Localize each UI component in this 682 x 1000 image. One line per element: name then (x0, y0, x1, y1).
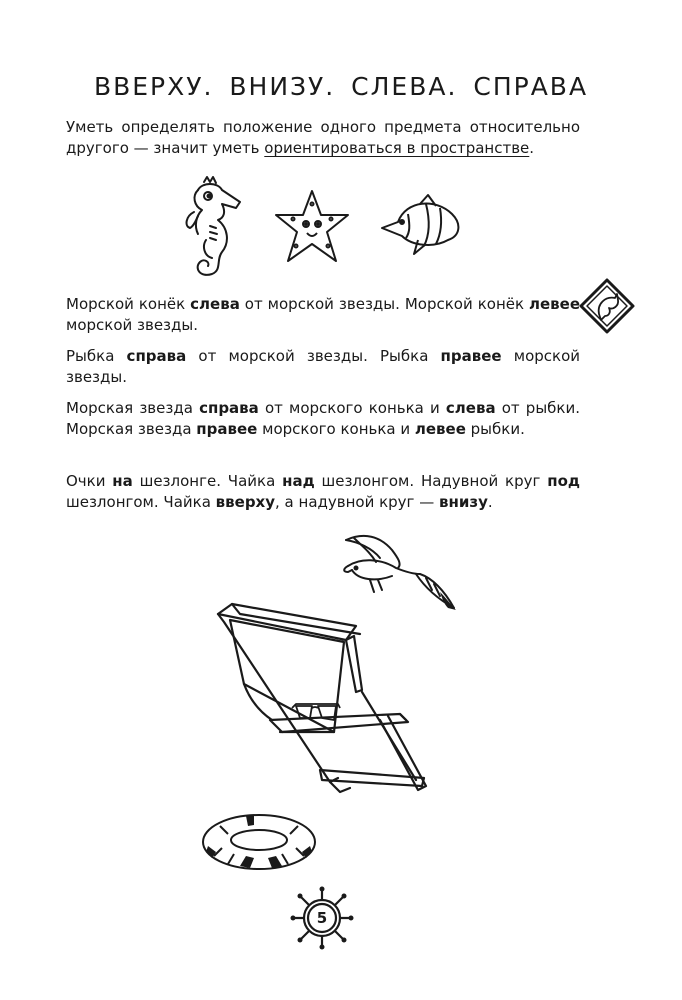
paragraph-seahorse-position: Морской конёк слева от морской звезды. Морской конёк левее морской звезды. (66, 295, 581, 334)
page-title: ВВЕРХУ. ВНИЗУ. СЛЕВА. СПРАВА (93, 72, 589, 101)
swim-ring-illustration (200, 812, 318, 872)
term-more-left: левее (529, 295, 581, 313)
intro-end: . (529, 139, 535, 157)
paragraph-beach-position: Очки на шезлонге. Чайка над шезлонгом. Надувной круг под шезлонгом. Чайка вверху, а надувной круг — внизу. (66, 472, 580, 511)
starfish-illustration (273, 188, 351, 266)
intro-underlined-term: ориентироваться в пространстве (264, 139, 530, 157)
term-left: слева (190, 295, 240, 313)
fish-illustration (378, 192, 466, 256)
page-number: 5 (316, 909, 328, 927)
sunglasses-illustration (290, 700, 342, 726)
dolphin-badge-icon (579, 278, 635, 334)
paragraph-starfish-position: Морская звезда справа от морского конька и слева от рыбки. Морская звезда правее морского конька и левее рыбки. (66, 399, 580, 438)
intro-paragraph (66, 117, 580, 159)
intro-text: Уметь определять положение одного предмета относительно другого — значит уметь (66, 118, 580, 157)
seahorse-illustration (182, 176, 244, 282)
paragraph-fish-position: Рыбка справа от морской звезды. Рыбка правее морской звезды. (66, 347, 580, 386)
